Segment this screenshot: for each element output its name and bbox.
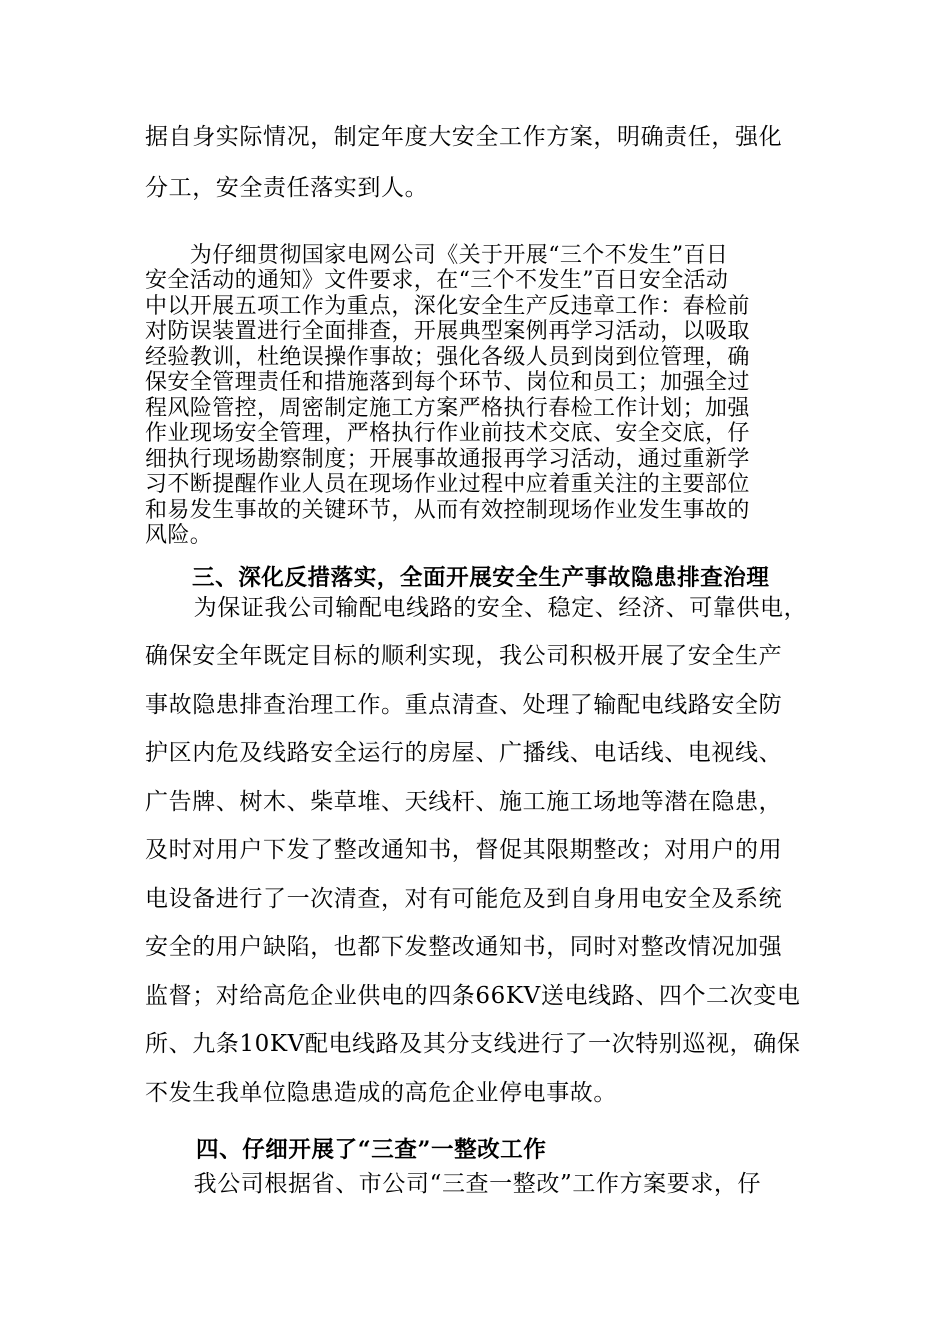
paragraph-line: 细执行现场勘察制度；开展事故通报再学习活动，通过重新学 [145,447,750,472]
paragraph-line: 程风险管控，周密制定施工方案严格执行春检工作计划；加强 [145,396,750,421]
paragraph-line: 中以开展五项工作为重点，深化安全生产反违章工作：春检前 [145,294,750,319]
paragraph-line: 电设备进行了一次清查，对有可能危及到自身用电安全及系统 [145,886,783,912]
paragraph-line: 安全活动的通知》文件要求，在“三个不发生”百日安全活动 [145,268,729,293]
paragraph-line: 护区内危及线路安全运行的房屋、广播线、电话线、电视线、 [145,740,783,766]
paragraph-line: 广告牌、树木、柴草堆、天线杆、施工施工场地等潜在隐患， [145,789,783,815]
paragraph-line: 所、九条10KV配电线路及其分支线进行了一次特别巡视，确保 [145,1031,801,1057]
paragraph-line: 经验教训，杜绝误操作事故；强化各级人员到岗到位管理，确 [145,345,750,370]
paragraph-line: 保安全管理责任和措施落到每个环节、岗位和员工；加强全过 [145,370,750,395]
paragraph-line: 为仔细贯彻国家电网公司《关于开展“三个不发生”百日 [145,243,729,268]
paragraph-line: 据自身实际情况，制定年度大安全工作方案，明确责任，强化 [145,124,783,150]
paragraph-line: 分工，安全责任落实到人。 [145,175,429,201]
paragraph-line: 作业现场安全管理，严格执行作业前技术交底、安全交底，仔 [145,421,750,446]
paragraph-line: 事故隐患排查治理工作。重点清查、处理了输配电线路安全防 [145,692,783,718]
section-heading: 三、深化反措落实，全面开展安全生产事故隐患排查治理 [192,565,770,591]
paragraph-line: 为保证我公司输配电线路的安全、稳定、经济、可靠供电， [170,595,808,621]
paragraph-line: 习不断提醒作业人员在现场作业过程中应着重关注的主要部位 [145,472,750,497]
paragraph-line: 风险。 [145,523,213,548]
section-heading: 四、仔细开展了“三查”一整改工作 [196,1137,547,1163]
paragraph-line: 对防误装置进行全面排查，开展典型案例再学习活动，以吸取 [145,319,750,344]
paragraph-line: 及时对用户下发了整改通知书，督促其限期整改；对用户的用 [145,837,783,863]
paragraph-line: 监督；对给高危企业供电的四条66KV送电线路、四个二次变电 [145,983,801,1009]
paragraph-line: 不发生我单位隐患造成的高危企业停电事故。 [145,1080,617,1106]
paragraph-line: 确保安全年既定目标的顺利实现，我公司积极开展了安全生产 [145,643,783,669]
paragraph-line: 和易发生事故的关键环节，从而有效控制现场作业发生事故的 [145,498,750,523]
paragraph-line: 安全的用户缺陷，也都下发整改通知书，同时对整改情况加强 [145,934,783,960]
paragraph-line: 我公司根据省、市公司“三查一整改”工作方案要求，仔 [170,1171,762,1197]
